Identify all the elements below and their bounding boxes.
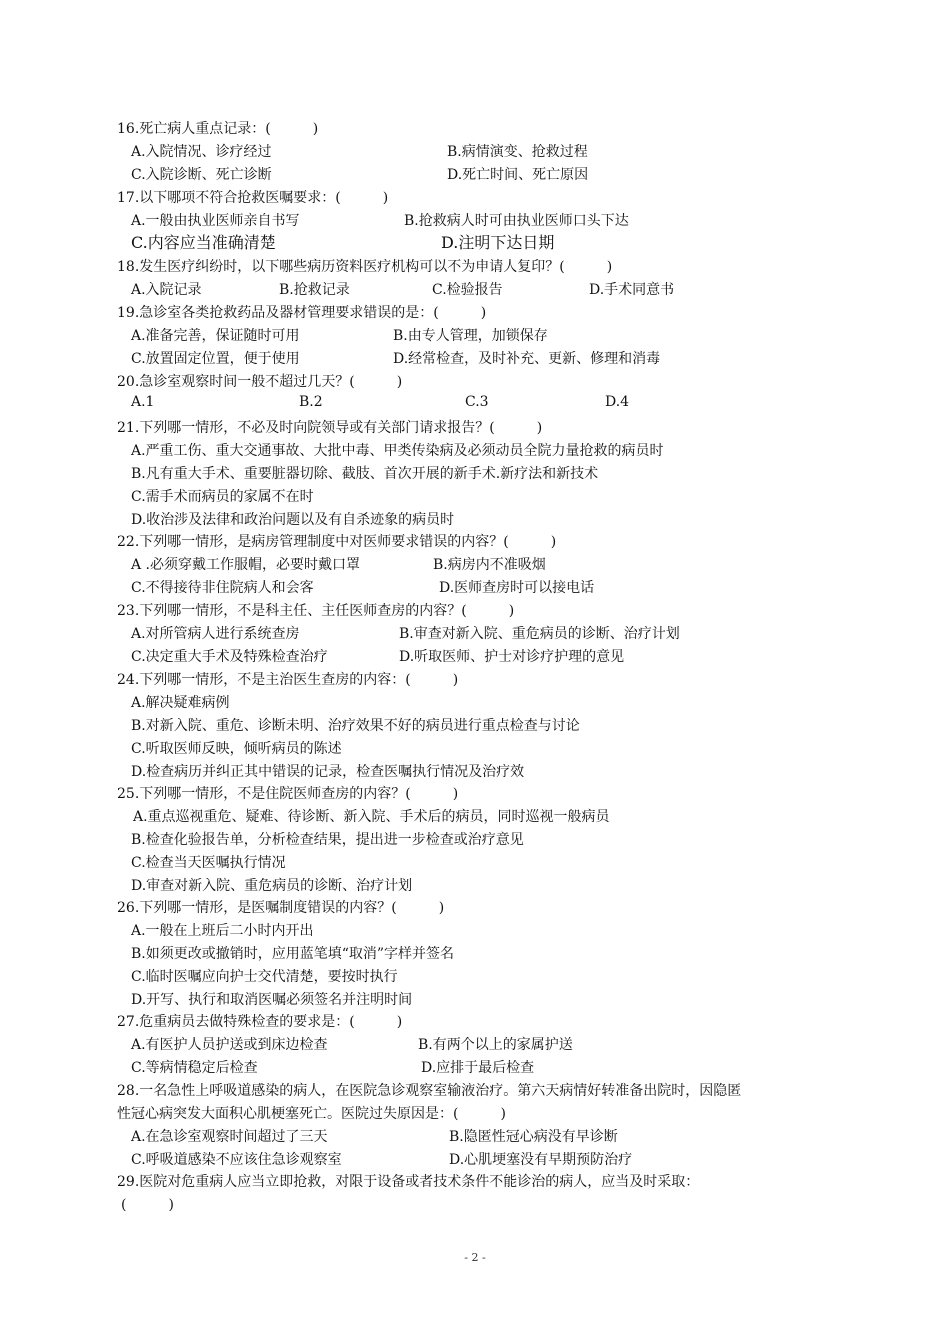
option-b[interactable]: B.审查对新入院、重危病员的诊断、治疗计划 bbox=[399, 626, 680, 642]
page-number: - 2 - bbox=[464, 1251, 486, 1264]
question-27-options-row-1 bbox=[131, 1034, 731, 1054]
option-d[interactable]: D.注明下达日期 bbox=[441, 233, 555, 252]
question-22-stem: 22.下列哪一情形，是病房管理制度中对医师要求错误的内容？( ) bbox=[117, 534, 557, 550]
option-c[interactable]: C.等病情稳定后检查 bbox=[131, 1060, 258, 1076]
option-a[interactable]: A.对所管病人进行系统查房 bbox=[131, 626, 300, 642]
option-a[interactable]: A.一般在上班后二小时内开出 bbox=[131, 923, 314, 939]
question-19-stem: 19.急诊室各类抢救药品及器材管理要求错误的是：( ) bbox=[117, 305, 487, 321]
question-17-stem: 17.以下哪项不符合抢救医嘱要求：( ) bbox=[117, 190, 389, 206]
option-a[interactable]: A.一般由执业医师亲自书写 bbox=[131, 213, 300, 229]
question-19-options-row-2 bbox=[131, 348, 731, 368]
option-d[interactable]: D.经常检查，及时补充、更新、修理和消毒 bbox=[393, 351, 661, 367]
question-28-stem-line-1: 28.一名急性上呼吸道感染的病人，在医院急诊观察室输液治疗。第六天病情好转准备出院时，因隐匿 bbox=[117, 1083, 742, 1099]
option-d[interactable]: D.心肌埂塞没有早期预防治疗 bbox=[449, 1152, 633, 1168]
option-a[interactable]: A.严重工伤、重大交通事故、大批中毒、甲类传染病及必须动员全院力量抢救的病员时 bbox=[131, 443, 664, 459]
question-17-options-row-2 bbox=[131, 230, 731, 252]
option-d[interactable]: D.收治涉及法律和政治问题以及有自杀迹象的病员时 bbox=[131, 512, 455, 528]
question-20-stem: 20.急诊室观察时间一般不超过几天？( ) bbox=[117, 374, 403, 390]
option-a[interactable]: A .必须穿戴工作服帽，必要时戴口罩 bbox=[131, 557, 361, 573]
option-b[interactable]: B.病情演变、抢救过程 bbox=[447, 144, 588, 160]
option-b[interactable]: B.抢救记录 bbox=[279, 282, 350, 298]
question-16-stem: 16.死亡病人重点记录：( ) bbox=[117, 121, 319, 137]
option-d[interactable]: D.医师查房时可以接电话 bbox=[439, 580, 595, 596]
option-b[interactable]: B.检查化验报告单，分析检查结果，提出进一步检查或治疗意见 bbox=[131, 832, 524, 848]
question-29-stem-line-1: 29.医院对危重病人应当立即抢救，对限于设备或者技术条件不能诊治的病人，应当及时采取： bbox=[117, 1174, 700, 1190]
option-a[interactable]: A.解决疑难病例 bbox=[131, 695, 230, 711]
question-27-stem: 27.危重病员去做特殊检查的要求是：( ) bbox=[117, 1014, 403, 1030]
question-27-options-row-2 bbox=[131, 1057, 731, 1077]
question-24-stem: 24.下列哪一情形，不是主治医生查房的内容：( ) bbox=[117, 672, 459, 688]
option-c[interactable]: C.不得接待非住院病人和会客 bbox=[131, 580, 314, 596]
question-23-options-row-2 bbox=[131, 646, 751, 666]
question-29-stem-line-2: ( ) bbox=[121, 1197, 174, 1213]
option-b[interactable]: B.抢救病人时可由执业医师口头下达 bbox=[404, 213, 629, 229]
option-d[interactable]: D.应排于最后检查 bbox=[421, 1060, 535, 1076]
question-18-options bbox=[131, 279, 731, 299]
option-c[interactable]: C.需手术而病员的家属不在时 bbox=[131, 489, 314, 505]
option-c[interactable]: C.入院诊断、死亡诊断 bbox=[131, 167, 272, 183]
option-c[interactable]: C.听取医师反映，倾听病员的陈述 bbox=[131, 741, 342, 757]
option-a[interactable]: A.入院记录 bbox=[131, 282, 202, 298]
option-b[interactable]: B.由专人管理，加锁保存 bbox=[393, 328, 548, 344]
option-b[interactable]: B.2 bbox=[299, 394, 323, 410]
option-d[interactable]: D.手术同意书 bbox=[589, 282, 675, 298]
question-16-options-row-1 bbox=[131, 141, 731, 161]
option-a[interactable]: A.入院情况、诊疗经过 bbox=[131, 144, 272, 160]
option-c[interactable]: C.检验报告 bbox=[432, 282, 503, 298]
question-23-stem: 23.下列哪一情形，不是科主任、主任医师查房的内容？( ) bbox=[117, 603, 515, 619]
option-a[interactable]: A.准备完善，保证随时可用 bbox=[131, 328, 300, 344]
option-b[interactable]: B.有两个以上的家属护送 bbox=[418, 1037, 573, 1053]
option-c[interactable]: C.呼吸道感染不应该住急诊观察室 bbox=[131, 1152, 342, 1168]
option-d[interactable]: D.审查对新入院、重危病员的诊断、治疗计划 bbox=[131, 878, 413, 894]
question-17-options-row-1 bbox=[131, 210, 731, 230]
question-22-options-row-1 bbox=[131, 554, 731, 574]
option-a[interactable]: A.1 bbox=[131, 394, 155, 410]
option-c[interactable]: C.检查当天医嘱执行情况 bbox=[131, 855, 286, 871]
question-16-options-row-2 bbox=[131, 164, 731, 184]
question-19-options-row-1 bbox=[131, 325, 731, 345]
option-a[interactable]: A.在急诊室观察时间超过了三天 bbox=[131, 1129, 328, 1145]
question-25-stem: 25.下列哪一情形，不是住院医师查房的内容？( ) bbox=[117, 786, 459, 802]
option-c[interactable]: C.临时医嘱应向护士交代清楚，要按时执行 bbox=[131, 969, 398, 985]
option-b[interactable]: B.凡有重大手术、重要脏器切除、截肢、首次开展的新手术.新疗法和新技术 bbox=[131, 466, 599, 482]
option-d[interactable]: D.听取医师、护士对诊疗护理的意见 bbox=[399, 649, 625, 665]
option-c[interactable]: C.决定重大手术及特殊检查治疗 bbox=[131, 649, 328, 665]
option-c[interactable]: C.3 bbox=[465, 394, 489, 410]
question-21-stem: 21.下列哪一情形，不必及时向院领导或有关部门请求报告？( ) bbox=[117, 420, 543, 436]
question-23-options-row-1 bbox=[131, 623, 751, 643]
question-20-options bbox=[131, 394, 731, 414]
option-b[interactable]: B.病房内不准吸烟 bbox=[433, 557, 546, 573]
option-c[interactable]: C.内容应当准确清楚 bbox=[131, 233, 276, 252]
option-d[interactable]: D.开写、执行和取消医嘱必须签名并注明时间 bbox=[131, 992, 413, 1008]
question-26-stem: 26.下列哪一情形，是医嘱制度错误的内容？( ) bbox=[117, 900, 445, 916]
option-b[interactable]: B.对新入院、重危、诊断未明、治疗效果不好的病员进行重点检查与讨论 bbox=[131, 718, 580, 734]
option-d[interactable]: D.4 bbox=[605, 394, 630, 410]
option-a[interactable]: A.重点巡视重危、疑难、待诊断、新入院、手术后的病员，同时巡视一般病员 bbox=[133, 809, 610, 825]
question-22-options-row-2 bbox=[131, 577, 731, 597]
option-d[interactable]: D.死亡时间、死亡原因 bbox=[447, 167, 589, 183]
question-18-stem: 18.发生医疗纠纷时，以下哪些病历资料医疗机构可以不为申请人复印？( ) bbox=[117, 259, 613, 275]
question-28-stem-line-2: 性冠心病突发大面积心肌梗塞死亡。医院过失原因是：( ) bbox=[117, 1106, 506, 1122]
option-d[interactable]: D.检查病历并纠正其中错误的记录，检查医嘱执行情况及治疗效 bbox=[131, 764, 525, 780]
option-a[interactable]: A.有医护人员护送或到床边检查 bbox=[131, 1037, 328, 1053]
question-28-options-row-1 bbox=[131, 1126, 731, 1146]
option-b[interactable]: B.隐匿性冠心病没有早诊断 bbox=[449, 1129, 618, 1145]
question-28-options-row-2 bbox=[131, 1149, 731, 1169]
option-c[interactable]: C.放置固定位置，便于使用 bbox=[131, 351, 300, 367]
option-b[interactable]: B.如须更改或撤销时，应用蓝笔填“取消”字样并签名 bbox=[131, 946, 455, 962]
